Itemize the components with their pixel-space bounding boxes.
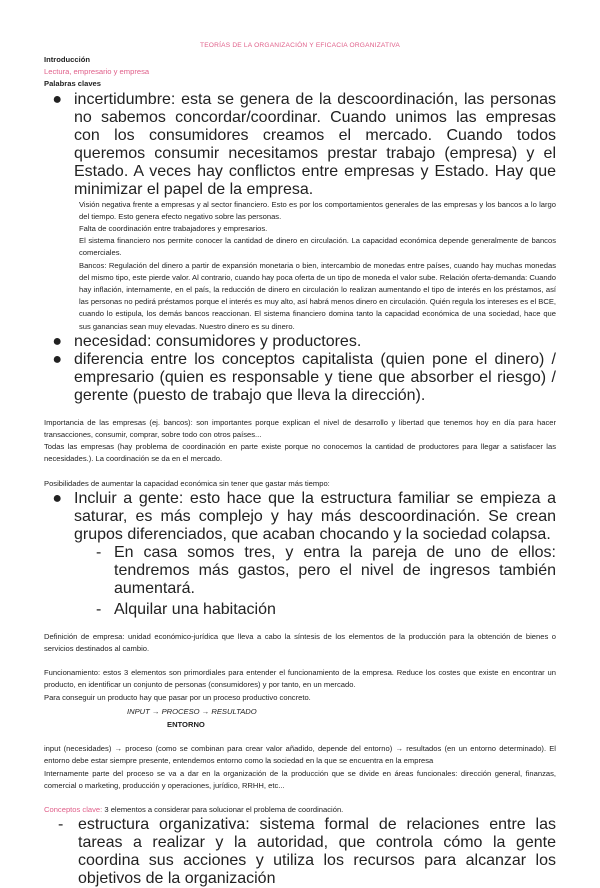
paragraph-input: input (necesidades) → proceso (como se combinan para crear valor añadido, depende del entorno) → resultados (en un entorno determinado). El entorno debe estar siempre presente, entendemos entorno como la sociedad en la que se encuentra en la empresa bbox=[44, 744, 556, 766]
document-title: TEORÍAS DE LA ORGANIZACIÓN Y EFICACIA ORGANIZATIVA bbox=[199, 42, 401, 49]
paragraph-sistema: El sistema financiero nos permite conocer la cantidad de dinero en circulación. La capacidad económica depende generalmente de bancos comerciales. bbox=[79, 236, 556, 258]
definicion-head: Definición de empresa: bbox=[44, 631, 125, 641]
bullet-text: necesidad: consumidores y productores. bbox=[74, 332, 362, 350]
paragraph-todas: Todas las empresas (hay problema de coordinación en parte existe porque no conocemos la cantidad de productores para llegar a satisfacer las necesidades.). La coordinación se da en el mercado. bbox=[44, 442, 556, 464]
paragraph-para-conseguir: Para conseguir un producto hay que pasar por un proceso productivo concreto. bbox=[44, 692, 311, 702]
heading-lectura: Lectura, empresario y empresa bbox=[44, 67, 150, 77]
bullet-necesidad bbox=[44, 333, 556, 351]
sub-item-text: Alquilar una habitación bbox=[114, 600, 276, 618]
paragraph-funcionamiento bbox=[44, 667, 556, 691]
paragraph-internamente: Internamente parte del proceso se va a dar en la organización de la producción que se divide en áreas funcionales: dirección general, finanzas, comercial o marketing, producción y operaciones, jurídico, RRHH, etc... bbox=[44, 768, 556, 790]
conceptos-text: 3 elementos a considerar para solucionar el problema de coordinación. bbox=[102, 805, 344, 815]
paragraph-importancia bbox=[44, 417, 556, 441]
dash-icon: - bbox=[96, 543, 102, 561]
paragraph-bancos: Bancos: Regulación del dinero a partir de expansión monetaria o bien, intercambio de monedas entre países, cuando hay muchas monedas del mismo tipo, este pierde valor. Al contrario, cuando hay poca oferta de un tipo de moneda el valor sube. Relación oferta-demanda: Cuando hay inflación, internamente, en el país, la reducción de dinero en circulación lo realizan aumentando el tipo de interés en los préstamos, así las personas no pedirá préstamos porque el interés es muy alto, así habrá menos dinero en circulación. Quién regula los intereses es el BCE, cuando lo estipula, los demás bancos reaccionan. El sistema financiero domina tanto la capacidad económica de una sociedad, hace que sus ganancias sean muy elevadas. Nuestro dinero es su dinero. bbox=[79, 260, 556, 331]
item-text: estructura organizativa: sistema formal de relaciones entre las tareas a realizar y la autoridad, que controla cómo la gente coordina sus acciones y utiliza los recursos para alcanzar los objetivos de la organización bbox=[78, 816, 556, 888]
bullet-icon: ● bbox=[52, 350, 62, 368]
paragraph-vision: Visión negativa frente a empresas y al sector financiero. Esto es por los comportamientos generales de las empresas y los bancos a lo largo del tiempo. Esto genera efecto negativo sobre las personas. bbox=[79, 199, 556, 221]
dash-icon: - bbox=[96, 600, 102, 618]
paragraph-definicion bbox=[44, 631, 556, 655]
bullet-incertidumbre bbox=[44, 91, 556, 199]
importancia-text: son importantes porque explican el nivel de desarrollo y libertad que tenemos hoy en día para hacer transacciones, consumir, comprar, sobre todo con otros países... bbox=[44, 417, 556, 440]
funcionamiento-head: Funcionamiento: bbox=[44, 668, 101, 678]
entorno-label: ENTORNO bbox=[167, 720, 205, 730]
funcionamiento-text: estos 3 elementos son primordiales para entender el funcionamiento de la empresa. Reduce los costes que existe en encontrar un producto, en identificar un conjunto de personas (consumidores) y por tanto, en un mercado. bbox=[44, 668, 556, 690]
sub-item-alquilar bbox=[44, 601, 556, 619]
item-estructura bbox=[44, 816, 556, 888]
sub-item-text: En casa somos tres, y entra la pareja de uno de ellos: tendremos más gastos, pero el nivel de ingresos también aumentará. bbox=[114, 543, 556, 597]
bullet-icon: ● bbox=[52, 332, 62, 350]
bullet-head: incertidumbre: bbox=[74, 90, 176, 108]
sub-item-casa bbox=[44, 544, 556, 598]
dash-icon: - bbox=[58, 816, 64, 834]
paragraph-conceptos bbox=[44, 804, 556, 816]
definicion-text: unidad económico-jurídica que lleva a cabo la síntesis de los elementos de la producción para la obtención de bienes o servicios destinados al cambio. bbox=[44, 631, 556, 654]
heading-introduccion: Introducción bbox=[44, 55, 90, 64]
bullet-icon: ● bbox=[52, 90, 62, 108]
flow-line: INPUT → PROCESO → RESULTADO bbox=[127, 706, 257, 716]
bullet-incluir bbox=[44, 490, 556, 544]
bullet-text: Incluir a gente: esto hace que la estructura familiar se empieza a saturar, es más complejo y hay más descoordinación. Se crean grupos diferenciados, que acaban chocando y la sociedad colapsa. bbox=[74, 489, 556, 543]
bullet-text: esta se genera de la descoordinación, las personas no sabemos concordar/coordinar. Cuando unimos las empresas con los consumidores creamos el mercado. Cuando todos queremos consumir necesitamos prestar trabajo (empresa) y el Estado. A veces hay conflictos entre empresas y Estado. Hay que minimizar el papel de la empresa. bbox=[74, 90, 556, 198]
paragraph-falta: Falta de coordinación entre trabajadores y empresarios. bbox=[79, 224, 268, 234]
conceptos-head: Conceptos clave: bbox=[44, 805, 103, 815]
bullet-diferencia bbox=[44, 351, 556, 405]
bullet-icon: ● bbox=[52, 489, 62, 507]
heading-palabras-claves: Palabras claves bbox=[44, 79, 101, 89]
paragraph-posibilidades: Posibilidades de aumentar la capacidad económica sin tener que gastar más tiempo: bbox=[44, 478, 330, 488]
importancia-head: Importancia de las empresas (ej. bancos): bbox=[44, 417, 193, 427]
bullet-text: diferencia entre los conceptos capitalista (quien pone el dinero) / empresario (quien es responsable y tiene que absorber el riesgo) / gerente (puesto de trabajo que lleva la dirección). bbox=[74, 350, 556, 404]
